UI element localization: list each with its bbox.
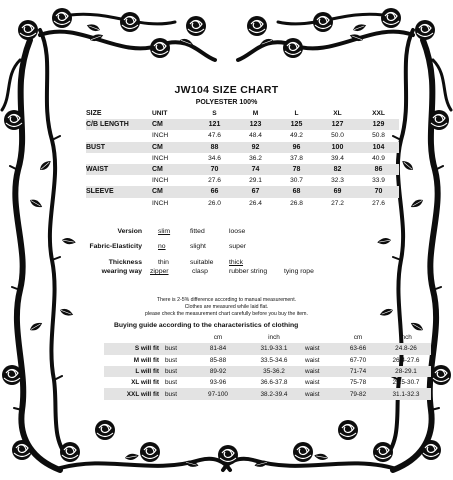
table-row (104, 377, 431, 388)
cell: 34.6 (208, 154, 221, 162)
size-table-header (86, 108, 399, 119)
guide-size: S will fit (104, 343, 165, 354)
guide-measure: bust (165, 343, 193, 354)
measurement-notes (0, 297, 453, 319)
spec-version-option: fitted (190, 228, 205, 235)
table-row (86, 175, 399, 186)
table-row (104, 343, 431, 354)
cell: 49.2 (290, 132, 303, 140)
cell: 86 (358, 164, 399, 175)
row-unit: INCH (152, 199, 169, 207)
table-row (86, 142, 399, 153)
guide-measure: waist (305, 379, 320, 387)
cell: 88 (194, 142, 235, 153)
cell: 70 (194, 164, 235, 175)
row-unit: CM (152, 186, 194, 197)
row-label (86, 198, 152, 209)
header-cm: cm (213, 334, 223, 342)
cell: 68 (276, 186, 317, 197)
cell: 123 (235, 119, 276, 130)
cell: 38.2-39.4 (243, 388, 305, 399)
cell: 31.1-32.3 (381, 388, 431, 399)
note-line: There is 2-5% difference according to manual measurement. (156, 297, 297, 303)
guide-size: L will fit (104, 366, 165, 377)
header-unit: UNIT (152, 110, 168, 118)
cell: 33.5-34.6 (260, 356, 288, 364)
spec-elasticity-option-selected: no (158, 243, 166, 250)
cell: 27.6 (208, 177, 221, 185)
spec-elasticity (0, 243, 142, 253)
cell: 24.8-26 (381, 343, 431, 354)
header-inch: inch (268, 334, 280, 342)
header-s: S (212, 110, 217, 118)
cell: 37.8 (290, 154, 303, 162)
spec-thickness-option-selected: thick (229, 259, 243, 266)
cell: 67 (235, 186, 276, 197)
row-label: WAIST (86, 164, 152, 175)
cell: 47.6 (208, 132, 221, 140)
buying-guide-table (104, 332, 431, 400)
table-row (104, 388, 431, 399)
cell: 27.2 (331, 199, 344, 207)
cell: 50.8 (372, 132, 385, 140)
table-row (86, 130, 399, 141)
spec-elasticity-option: slight (190, 243, 206, 250)
cell: 100 (317, 142, 358, 153)
cell: 96 (276, 142, 317, 153)
guide-size: XXL will fit (104, 388, 165, 399)
header-xxl: XXL (372, 110, 385, 118)
spec-version-option: loose (229, 228, 246, 235)
table-row (104, 366, 431, 377)
row-unit: INCH (152, 132, 169, 140)
cell: 33.9 (372, 177, 385, 185)
guide-measure: waist (305, 366, 335, 377)
row-label: BUST (86, 142, 152, 153)
cell: 26.0 (208, 199, 221, 207)
cell: 26.4-27.6 (392, 356, 420, 364)
row-unit: INCH (152, 154, 169, 162)
table-row (86, 153, 399, 164)
spec-version-label: Version (117, 228, 142, 235)
cell: 66 (194, 186, 235, 197)
guide-measure: bust (165, 366, 193, 377)
spec-wearing-option-selected: zipper (150, 268, 169, 275)
guide-size: XL will fit (131, 379, 159, 387)
buying-guide-title: Buying guide according to the characteristics of clothing (114, 322, 299, 329)
header-size: SIZE (86, 110, 102, 118)
guide-measure: bust (165, 388, 193, 399)
cell: 67-70 (349, 356, 367, 364)
row-unit: CM (152, 164, 194, 175)
cell: 69 (317, 186, 358, 197)
table-row (86, 164, 399, 175)
guide-measure: waist (305, 343, 335, 354)
note-line: Clothes are measured while laid flat. (184, 304, 269, 311)
cell: 82 (317, 164, 358, 175)
chart-subtitle: POLYESTER 100% (195, 99, 258, 106)
cell: 28-29.1 (381, 366, 431, 377)
guide-size: M will fit (133, 356, 159, 364)
cell: 71-74 (335, 366, 381, 377)
guide-measure: waist (305, 388, 335, 399)
table-row (104, 355, 431, 366)
cell: 104 (358, 142, 399, 153)
note-line: please check the measurement chart carefully before you buy the item. (145, 311, 308, 318)
cell: 31.9-33.1 (243, 343, 305, 354)
guide-measure: waist (305, 356, 320, 364)
cell: 125 (276, 119, 317, 130)
cell: 30.7 (290, 177, 303, 185)
cell: 36.2 (249, 154, 262, 162)
spec-wearing (0, 268, 142, 278)
spec-thickness-label: Thickness (108, 259, 142, 266)
cell: 97-100 (193, 388, 243, 399)
spec-wearing-option: tying rope (284, 268, 314, 275)
cell: 63-66 (335, 343, 381, 354)
cell: 89-92 (193, 366, 243, 377)
cell: 81-84 (193, 343, 243, 354)
cell: 48.4 (249, 132, 262, 140)
spec-wearing-label: wearing way (101, 268, 142, 275)
cell: 26.4 (249, 199, 262, 207)
cell: 78 (276, 164, 317, 175)
row-label (86, 153, 152, 164)
cell: 85-88 (209, 356, 227, 364)
guide-measure: bust (165, 356, 178, 364)
cell: 29.5-30.7 (392, 379, 420, 387)
spec-wearing-option: clasp (192, 268, 208, 275)
chart-title: JW104 SIZE CHART (174, 84, 279, 96)
row-unit: INCH (152, 177, 169, 185)
cell: 92 (235, 142, 276, 153)
cell: 79-82 (335, 388, 381, 399)
spec-version-option-selected: slim (158, 228, 171, 235)
cell: 35-36.2 (243, 366, 305, 377)
size-table (86, 108, 399, 209)
cell: 27.6 (372, 199, 385, 207)
cell: 70 (358, 186, 399, 197)
cell: 39.4 (331, 154, 344, 162)
row-label: SLEEVE (86, 186, 152, 197)
header-xl: XL (333, 110, 342, 118)
spec-elasticity-option: super (229, 243, 247, 250)
header-m: M (252, 110, 259, 118)
cell: 127 (317, 119, 358, 130)
header-cm: cm (353, 334, 363, 342)
row-unit: CM (152, 119, 194, 130)
header-l: L (294, 110, 299, 118)
spec-version (0, 228, 142, 238)
row-label: C/B LENGTH (86, 119, 152, 130)
spec-thickness-option: thin (158, 259, 169, 266)
cell: 32.3 (331, 177, 344, 185)
cell: 40.9 (372, 154, 385, 162)
cell: 74 (235, 164, 276, 175)
header-inch: inch (400, 334, 412, 342)
cell: 121 (194, 119, 235, 130)
spec-wearing-option: rubber string (229, 268, 268, 275)
buying-guide-header (104, 332, 431, 343)
cell: 93-96 (209, 379, 227, 387)
cell: 26.8 (290, 199, 303, 207)
cell: 36.6-37.8 (260, 379, 288, 387)
table-row (86, 186, 399, 197)
spec-thickness-option: suitable (190, 259, 214, 266)
row-label (86, 175, 152, 186)
table-row (86, 119, 399, 130)
cell: 75-78 (349, 379, 367, 387)
table-row (86, 198, 399, 209)
guide-measure: bust (165, 379, 178, 387)
cell: 29.1 (249, 177, 262, 185)
row-unit: CM (152, 142, 194, 153)
row-label (86, 130, 152, 141)
cell: 50.0 (331, 132, 344, 140)
cell: 129 (358, 119, 399, 130)
spec-elasticity-label: Fabric-Elasticity (89, 243, 142, 250)
